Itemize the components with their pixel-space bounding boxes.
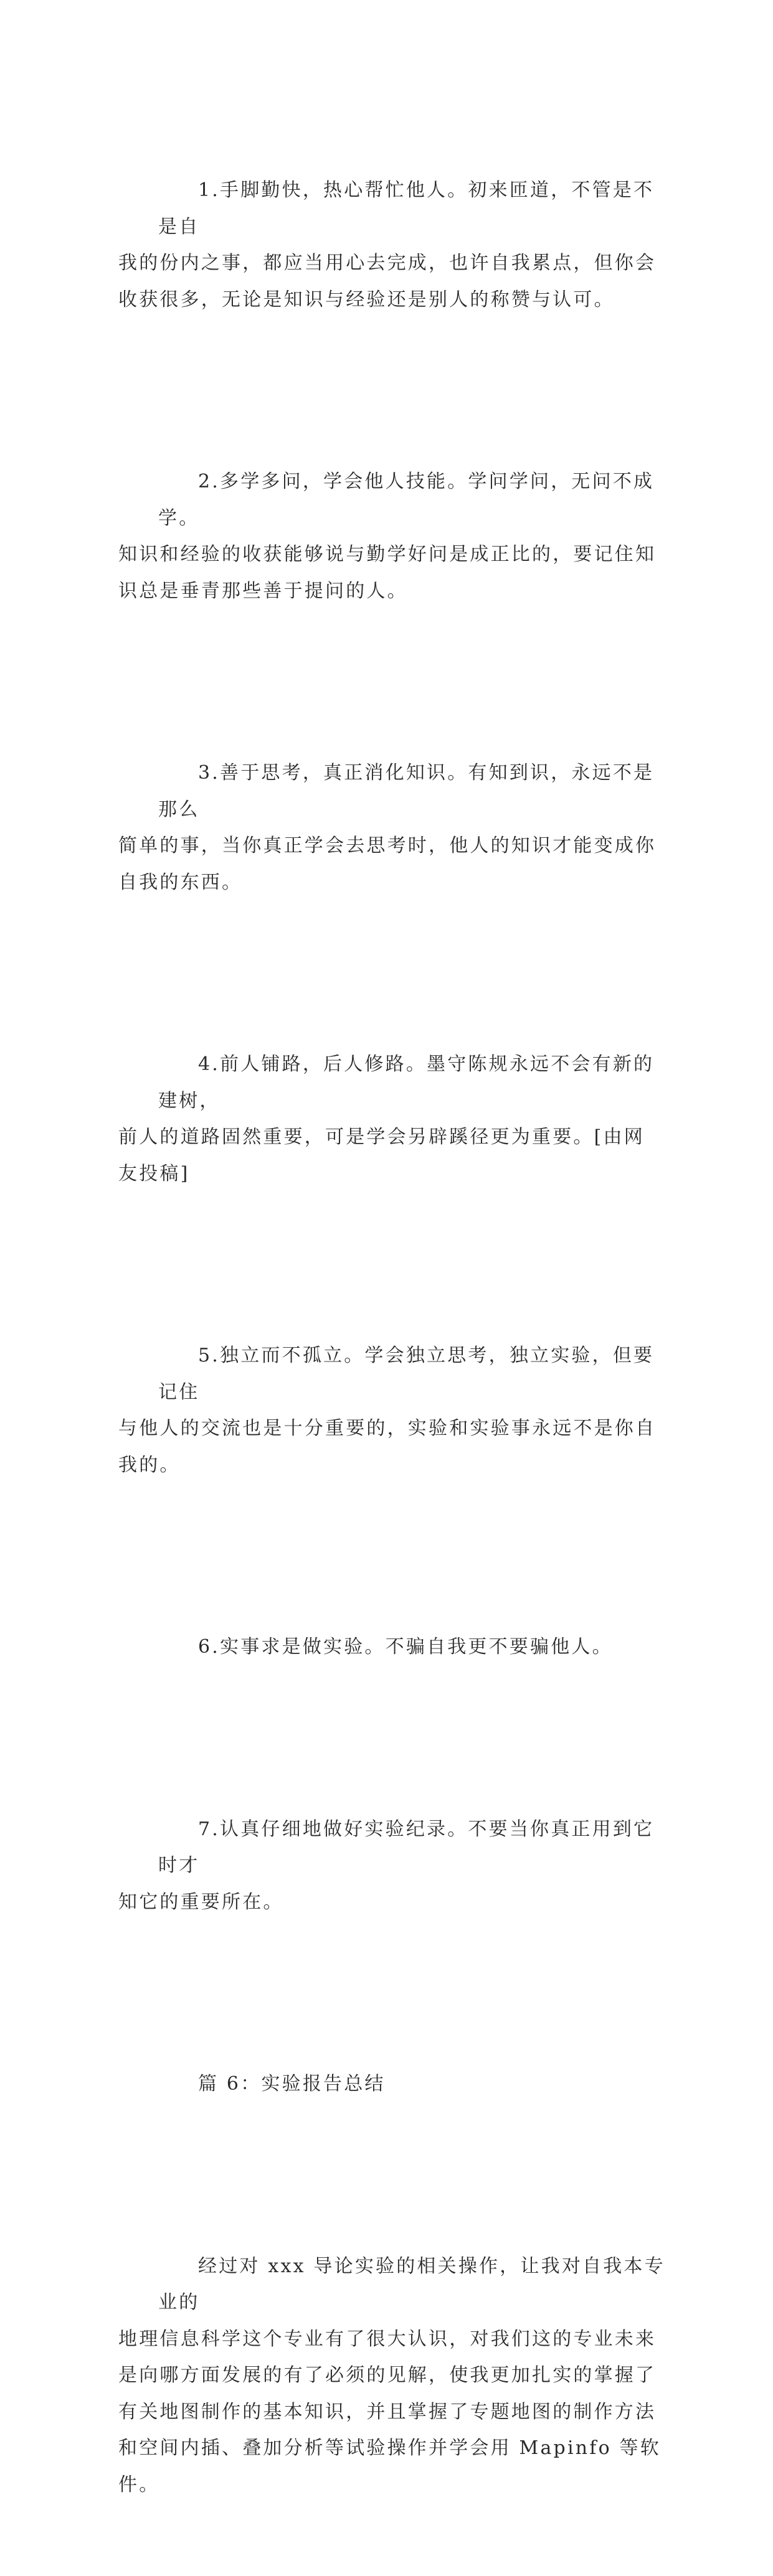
paragraph-tip-5 bbox=[118, 1265, 673, 1556]
text-line: 有关地图制作的基本知识，并且掌握了专题地图的制作方法 bbox=[118, 2394, 673, 2431]
document-page bbox=[0, 0, 773, 1092]
text-line: 简单的事，当你真正学会去思考时，他人的知识才能变成你 bbox=[118, 828, 673, 865]
paragraph-tip-4 bbox=[118, 974, 673, 1265]
text-line: 经过对 xxx 导论实验的相关操作，让我对自我本专业的 bbox=[118, 2249, 673, 2321]
text-line: 友投稿] bbox=[118, 1156, 673, 1193]
paragraph-tip-3 bbox=[118, 682, 673, 974]
section-heading bbox=[118, 1993, 673, 2176]
text-line: 7.认真仔细地做好实验纪录。不要当你真正用到它时才 bbox=[118, 1812, 673, 1884]
text-line: 识总是垂青那些善于提问的人。 bbox=[118, 573, 673, 610]
text-line: 我的。 bbox=[118, 1447, 673, 1484]
text-line: 5.独立而不孤立。学会独立思考，独立实验，但要记住 bbox=[118, 1338, 673, 1411]
text-line: 地理信息科学这个专业有了很大认识，对我们这的专业未来 bbox=[118, 2321, 673, 2358]
heading-line: 篇 6：实验报告总结 bbox=[118, 2066, 673, 2103]
text-line: 与他人的交流也是十分重要的，实验和实验事永远不是你自 bbox=[118, 1411, 673, 1447]
text-line: 3.善于思考，真正消化知识。有知到识，永远不是那么 bbox=[118, 755, 673, 828]
paragraph-tip-7 bbox=[118, 1739, 673, 1994]
paragraph-tip-2 bbox=[118, 391, 673, 682]
text-line: 知它的重要所在。 bbox=[118, 1884, 673, 1921]
text-line: 前人的道路固然重要，可是学会另辟蹊径更为重要。[由网 bbox=[118, 1119, 673, 1156]
paragraph-tip-6 bbox=[118, 1556, 673, 1739]
text-line: 1.手脚勤快，热心帮忙他人。初来匝道，不管是不是自 bbox=[118, 172, 673, 245]
text-line: 和空间内插、叠加分析等试验操作并学会用 Mapinfo 等软件。 bbox=[118, 2430, 673, 2503]
text-line: 自我的东西。 bbox=[118, 865, 673, 901]
text-line: 是向哪方面发展的有了必须的见解，使我更加扎实的掌握了 bbox=[118, 2357, 673, 2394]
text-line: 2.多学多问，学会他人技能。学问学问，无问不成学。 bbox=[118, 464, 673, 537]
text-line: 4.前人铺路，后人修路。墨守陈规永远不会有新的建树， bbox=[118, 1046, 673, 1119]
text-line: 6.实事求是做实验。不骗自我更不要骗他人。 bbox=[118, 1629, 673, 1666]
text-line: 我的份内之事，都应当用心去完成，也许自我累点，但你会 bbox=[118, 245, 673, 282]
paragraph-tip-1 bbox=[118, 100, 673, 391]
document-body bbox=[118, 100, 673, 2576]
paragraph-summary bbox=[118, 2176, 673, 2576]
text-line: 知识和经验的收获能够说与勤学好问是成正比的，要记住知 bbox=[118, 537, 673, 573]
text-line: 收获很多，无论是知识与经验还是别人的称赞与认可。 bbox=[118, 282, 673, 319]
